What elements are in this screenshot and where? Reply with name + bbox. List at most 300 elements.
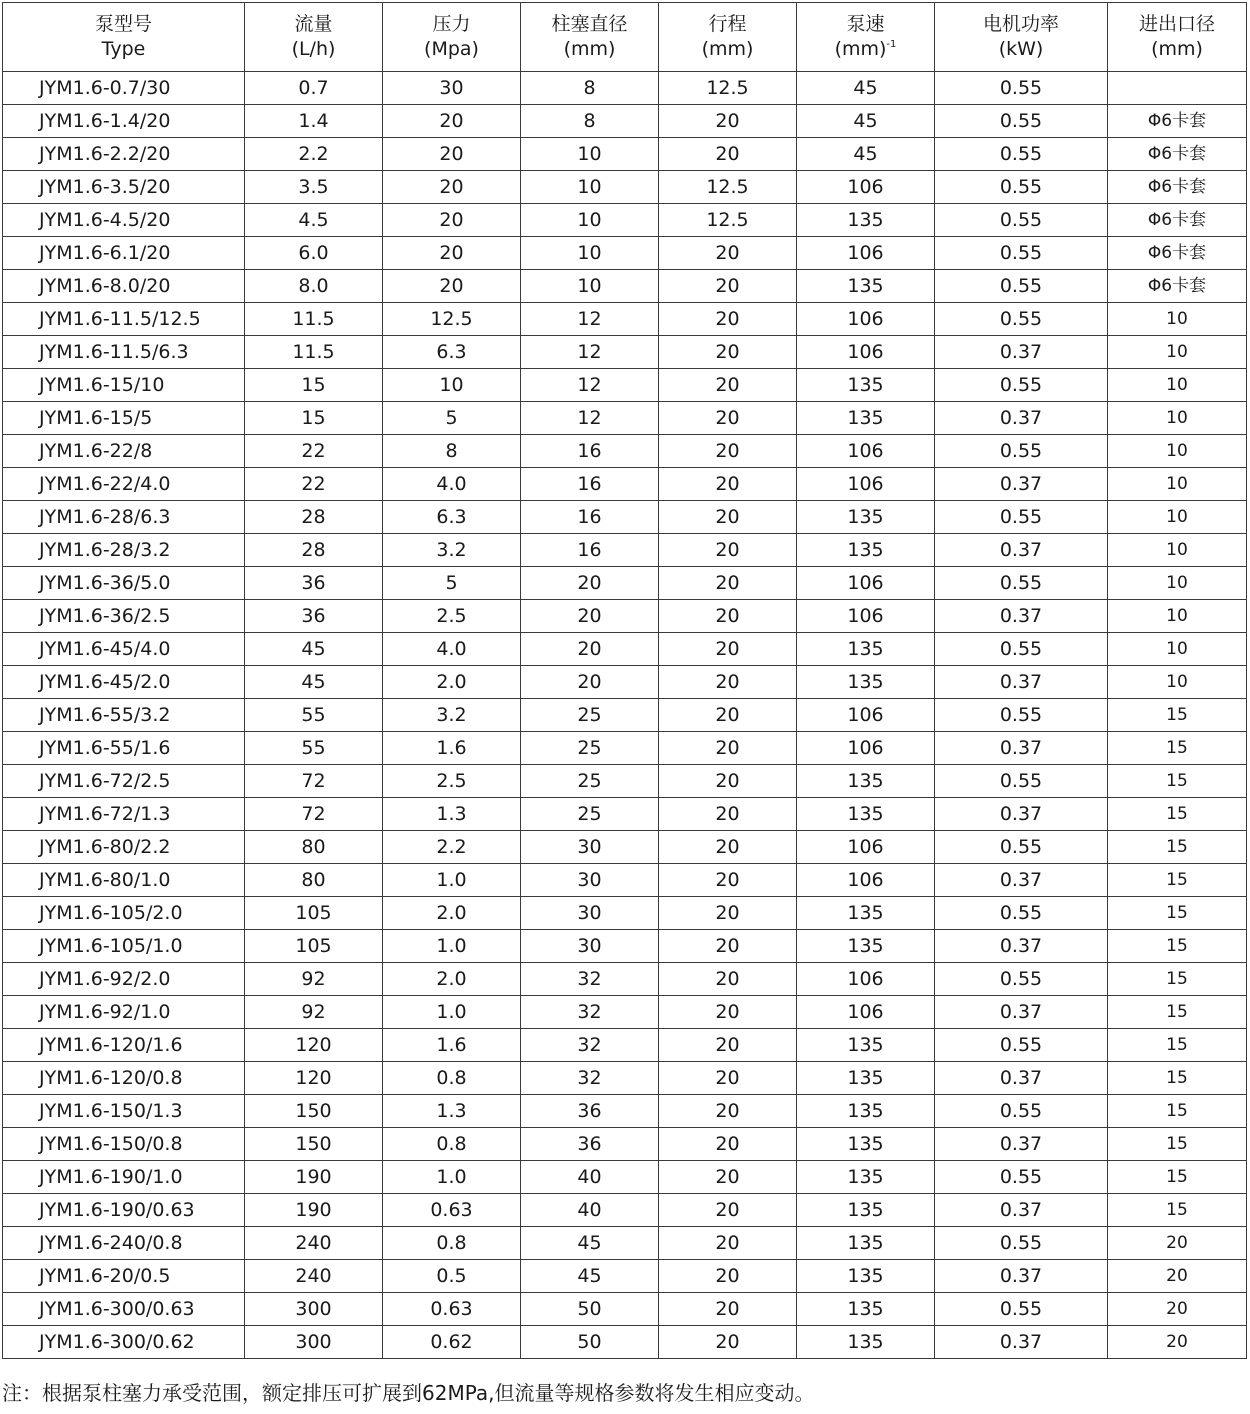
- cell-plunger-diameter: 12: [521, 402, 659, 435]
- cell-motor-power: 0.55: [935, 1293, 1108, 1326]
- cell-pump-speed: 135: [797, 1293, 935, 1326]
- cell-plunger-diameter: 45: [521, 1227, 659, 1260]
- cell-port-size: 10: [1108, 402, 1247, 435]
- cell-type: JYM1.6-36/5.0: [3, 567, 245, 600]
- cell-stroke: 20: [659, 1260, 797, 1293]
- cell-pressure: 30: [383, 72, 521, 105]
- cell-motor-power: 0.55: [935, 435, 1108, 468]
- cell-flow: 1.4: [245, 105, 383, 138]
- cell-stroke: 20: [659, 567, 797, 600]
- cell-port-size: 15: [1108, 765, 1247, 798]
- cell-plunger-diameter: 16: [521, 534, 659, 567]
- table-header: [3, 3, 1247, 72]
- cell-stroke: 20: [659, 765, 797, 798]
- cell-motor-power: 0.55: [935, 501, 1108, 534]
- cell-motor-power: 0.55: [935, 897, 1108, 930]
- cell-type: JYM1.6-22/4.0: [3, 468, 245, 501]
- cell-pump-speed: 135: [797, 765, 935, 798]
- table-row: [3, 501, 1247, 534]
- cell-flow: 190: [245, 1194, 383, 1227]
- table-body: [3, 72, 1247, 1359]
- cell-port-size: 10: [1108, 633, 1247, 666]
- table-row: [3, 1293, 1247, 1326]
- cell-type: JYM1.6-300/0.62: [3, 1326, 245, 1359]
- cell-pressure: 5: [383, 402, 521, 435]
- cell-pressure: 20: [383, 204, 521, 237]
- cell-pressure: 2.5: [383, 600, 521, 633]
- cell-type: JYM1.6-190/0.63: [3, 1194, 245, 1227]
- cell-type: JYM1.6-55/3.2: [3, 699, 245, 732]
- cell-port-size: Φ6卡套: [1108, 270, 1247, 303]
- cell-port-size: 15: [1108, 732, 1247, 765]
- footnote: 注：根据泵柱塞力承受范围，额定排压可扩展到62MPa,但流量等规格参数将发生相应变动。: [2, 1381, 815, 1405]
- table-row: [3, 138, 1247, 171]
- table-row: [3, 435, 1247, 468]
- cell-motor-power: 0.55: [935, 567, 1108, 600]
- table-row: [3, 897, 1247, 930]
- cell-plunger-diameter: 10: [521, 204, 659, 237]
- cell-flow: 72: [245, 765, 383, 798]
- cell-flow: 2.2: [245, 138, 383, 171]
- cell-pump-speed: 135: [797, 270, 935, 303]
- cell-pressure: 6.3: [383, 336, 521, 369]
- cell-flow: 105: [245, 897, 383, 930]
- cell-pump-speed: 135: [797, 402, 935, 435]
- cell-type: JYM1.6-92/1.0: [3, 996, 245, 1029]
- cell-motor-power: 0.37: [935, 666, 1108, 699]
- cell-pressure: 1.6: [383, 1029, 521, 1062]
- cell-plunger-diameter: 10: [521, 270, 659, 303]
- cell-flow: 190: [245, 1161, 383, 1194]
- cell-pump-speed: 135: [797, 1194, 935, 1227]
- cell-pressure: 0.8: [383, 1128, 521, 1161]
- cell-type: JYM1.6-55/1.6: [3, 732, 245, 765]
- cell-pressure: 1.3: [383, 798, 521, 831]
- cell-stroke: 12.5: [659, 171, 797, 204]
- cell-motor-power: 0.55: [935, 237, 1108, 270]
- header-label-zh: 行程: [708, 13, 747, 35]
- table-row: [3, 996, 1247, 1029]
- cell-stroke: 20: [659, 1293, 797, 1326]
- cell-type: JYM1.6-240/0.8: [3, 1227, 245, 1260]
- table-row: [3, 1095, 1247, 1128]
- cell-type: JYM1.6-8.0/20: [3, 270, 245, 303]
- cell-motor-power: 0.55: [935, 1161, 1108, 1194]
- cell-stroke: 20: [659, 270, 797, 303]
- cell-pump-speed: 135: [797, 1062, 935, 1095]
- cell-pump-speed: 135: [797, 1227, 935, 1260]
- cell-port-size: 10: [1108, 534, 1247, 567]
- cell-flow: 36: [245, 600, 383, 633]
- cell-pump-speed: 45: [797, 105, 935, 138]
- cell-pressure: 0.63: [383, 1194, 521, 1227]
- cell-flow: 300: [245, 1326, 383, 1359]
- cell-plunger-diameter: 40: [521, 1161, 659, 1194]
- cell-stroke: 20: [659, 1062, 797, 1095]
- cell-type: JYM1.6-0.7/30: [3, 72, 245, 105]
- cell-port-size: Φ6卡套: [1108, 171, 1247, 204]
- header-label-zh: 进出口径: [1138, 13, 1215, 35]
- header-row: [3, 3, 1247, 72]
- header-label-zh: 流量: [294, 13, 333, 35]
- cell-type: JYM1.6-150/0.8: [3, 1128, 245, 1161]
- cell-flow: 15: [245, 369, 383, 402]
- cell-stroke: 20: [659, 600, 797, 633]
- table-row: [3, 171, 1247, 204]
- cell-pressure: 0.62: [383, 1326, 521, 1359]
- cell-stroke: 20: [659, 930, 797, 963]
- cell-pump-speed: 106: [797, 171, 935, 204]
- header-label-zh: 泵型号: [94, 13, 152, 35]
- cell-pressure: 20: [383, 270, 521, 303]
- cell-motor-power: 0.55: [935, 369, 1108, 402]
- cell-stroke: 20: [659, 1029, 797, 1062]
- cell-pressure: 8: [383, 435, 521, 468]
- pump-spec-table: [2, 2, 1247, 1359]
- cell-motor-power: 0.55: [935, 303, 1108, 336]
- cell-pressure: 0.5: [383, 1260, 521, 1293]
- cell-pump-speed: 135: [797, 534, 935, 567]
- cell-pump-speed: 135: [797, 1326, 935, 1359]
- cell-type: JYM1.6-28/6.3: [3, 501, 245, 534]
- header-unit: (L/h): [291, 38, 336, 60]
- cell-type: JYM1.6-300/0.63: [3, 1293, 245, 1326]
- spec-sheet: [2, 2, 1246, 1359]
- cell-pressure: 0.63: [383, 1293, 521, 1326]
- cell-stroke: 20: [659, 1128, 797, 1161]
- cell-plunger-diameter: 20: [521, 600, 659, 633]
- cell-pump-speed: 135: [797, 1260, 935, 1293]
- cell-type: JYM1.6-3.5/20: [3, 171, 245, 204]
- cell-plunger-diameter: 32: [521, 963, 659, 996]
- table-row: [3, 930, 1247, 963]
- cell-plunger-diameter: 36: [521, 1128, 659, 1161]
- cell-pump-speed: 106: [797, 567, 935, 600]
- table-row: [3, 567, 1247, 600]
- header-stroke: [659, 3, 797, 72]
- cell-port-size: 15: [1108, 996, 1247, 1029]
- cell-motor-power: 0.37: [935, 864, 1108, 897]
- cell-port-size: 15: [1108, 897, 1247, 930]
- cell-flow: 55: [245, 732, 383, 765]
- cell-stroke: 20: [659, 699, 797, 732]
- cell-type: JYM1.6-4.5/20: [3, 204, 245, 237]
- cell-motor-power: 0.55: [935, 633, 1108, 666]
- cell-pressure: 10: [383, 369, 521, 402]
- header-plunger-diameter: [521, 3, 659, 72]
- cell-port-size: Φ6卡套: [1108, 204, 1247, 237]
- cell-stroke: 12.5: [659, 72, 797, 105]
- cell-flow: 300: [245, 1293, 383, 1326]
- cell-motor-power: 0.55: [935, 1029, 1108, 1062]
- cell-stroke: 20: [659, 996, 797, 1029]
- cell-flow: 240: [245, 1260, 383, 1293]
- cell-motor-power: 0.37: [935, 1062, 1108, 1095]
- cell-type: JYM1.6-22/8: [3, 435, 245, 468]
- cell-type: JYM1.6-190/1.0: [3, 1161, 245, 1194]
- table-row: [3, 369, 1247, 402]
- cell-pressure: 2.0: [383, 963, 521, 996]
- cell-stroke: 20: [659, 732, 797, 765]
- cell-stroke: 20: [659, 435, 797, 468]
- table-row: [3, 204, 1247, 237]
- cell-port-size: 20: [1108, 1260, 1247, 1293]
- header-unit: (mm): [834, 38, 887, 60]
- cell-plunger-diameter: 30: [521, 897, 659, 930]
- cell-stroke: 20: [659, 468, 797, 501]
- cell-stroke: 20: [659, 105, 797, 138]
- cell-stroke: 20: [659, 1227, 797, 1260]
- cell-pump-speed: 135: [797, 798, 935, 831]
- cell-port-size: 10: [1108, 369, 1247, 402]
- cell-type: JYM1.6-11.5/12.5: [3, 303, 245, 336]
- cell-type: JYM1.6-1.4/20: [3, 105, 245, 138]
- cell-flow: 36: [245, 567, 383, 600]
- cell-type: JYM1.6-6.1/20: [3, 237, 245, 270]
- cell-pump-speed: 106: [797, 864, 935, 897]
- cell-plunger-diameter: 30: [521, 930, 659, 963]
- header-label-zh: 柱塞直径: [551, 13, 628, 35]
- cell-stroke: 20: [659, 402, 797, 435]
- cell-motor-power: 0.37: [935, 468, 1108, 501]
- cell-type: JYM1.6-2.2/20: [3, 138, 245, 171]
- cell-plunger-diameter: 16: [521, 468, 659, 501]
- cell-motor-power: 0.37: [935, 996, 1108, 1029]
- cell-pressure: 20: [383, 138, 521, 171]
- cell-motor-power: 0.37: [935, 1128, 1108, 1161]
- cell-port-size: 20: [1108, 1227, 1247, 1260]
- cell-pressure: 0.8: [383, 1062, 521, 1095]
- cell-type: JYM1.6-72/1.3: [3, 798, 245, 831]
- cell-pump-speed: 106: [797, 963, 935, 996]
- table-row: [3, 732, 1247, 765]
- cell-stroke: 20: [659, 369, 797, 402]
- cell-port-size: 20: [1108, 1326, 1247, 1359]
- header-port-size: [1108, 3, 1247, 72]
- cell-plunger-diameter: 32: [521, 996, 659, 1029]
- cell-pump-speed: 45: [797, 72, 935, 105]
- table-row: [3, 468, 1247, 501]
- cell-plunger-diameter: 12: [521, 369, 659, 402]
- table-row: [3, 105, 1247, 138]
- cell-flow: 15: [245, 402, 383, 435]
- cell-port-size: 10: [1108, 435, 1247, 468]
- cell-type: JYM1.6-15/5: [3, 402, 245, 435]
- cell-pressure: 2.5: [383, 765, 521, 798]
- cell-motor-power: 0.37: [935, 1194, 1108, 1227]
- cell-plunger-diameter: 10: [521, 171, 659, 204]
- cell-pressure: 12.5: [383, 303, 521, 336]
- cell-port-size: 10: [1108, 336, 1247, 369]
- table-row: [3, 963, 1247, 996]
- cell-port-size: 10: [1108, 468, 1247, 501]
- cell-pump-speed: 135: [797, 666, 935, 699]
- cell-type: JYM1.6-105/1.0: [3, 930, 245, 963]
- cell-motor-power: 0.55: [935, 138, 1108, 171]
- cell-motor-power: 0.37: [935, 534, 1108, 567]
- header-motor-power: [935, 3, 1108, 72]
- cell-stroke: 20: [659, 864, 797, 897]
- cell-stroke: 20: [659, 1095, 797, 1128]
- cell-type: JYM1.6-45/4.0: [3, 633, 245, 666]
- table-row: [3, 303, 1247, 336]
- table-row: [3, 765, 1247, 798]
- cell-flow: 55: [245, 699, 383, 732]
- cell-port-size: 15: [1108, 1029, 1247, 1062]
- cell-plunger-diameter: 30: [521, 864, 659, 897]
- cell-motor-power: 0.37: [935, 1326, 1108, 1359]
- cell-pump-speed: 106: [797, 435, 935, 468]
- cell-motor-power: 0.37: [935, 798, 1108, 831]
- cell-plunger-diameter: 20: [521, 666, 659, 699]
- cell-motor-power: 0.55: [935, 1227, 1108, 1260]
- cell-plunger-diameter: 16: [521, 435, 659, 468]
- header-flow: [245, 3, 383, 72]
- table-row: [3, 402, 1247, 435]
- header-unit: (mm): [563, 38, 616, 60]
- cell-plunger-diameter: 20: [521, 633, 659, 666]
- cell-stroke: 20: [659, 303, 797, 336]
- cell-plunger-diameter: 10: [521, 138, 659, 171]
- cell-plunger-diameter: 25: [521, 732, 659, 765]
- cell-pressure: 1.0: [383, 930, 521, 963]
- cell-pressure: 3.2: [383, 534, 521, 567]
- header-unit: (mm): [701, 38, 754, 60]
- cell-plunger-diameter: 45: [521, 1260, 659, 1293]
- cell-pressure: 0.8: [383, 1227, 521, 1260]
- cell-type: JYM1.6-45/2.0: [3, 666, 245, 699]
- cell-type: JYM1.6-36/2.5: [3, 600, 245, 633]
- cell-stroke: 20: [659, 633, 797, 666]
- cell-port-size: 15: [1108, 1161, 1247, 1194]
- cell-flow: 4.5: [245, 204, 383, 237]
- cell-pressure: 5: [383, 567, 521, 600]
- cell-type: JYM1.6-80/1.0: [3, 864, 245, 897]
- cell-flow: 6.0: [245, 237, 383, 270]
- cell-pressure: 3.2: [383, 699, 521, 732]
- cell-pump-speed: 135: [797, 1029, 935, 1062]
- header-pump-speed: [797, 3, 935, 72]
- cell-stroke: 20: [659, 138, 797, 171]
- cell-plunger-diameter: 8: [521, 72, 659, 105]
- cell-flow: 8.0: [245, 270, 383, 303]
- cell-flow: 22: [245, 435, 383, 468]
- cell-pressure: 6.3: [383, 501, 521, 534]
- cell-pump-speed: 45: [797, 138, 935, 171]
- cell-plunger-diameter: 12: [521, 336, 659, 369]
- header-type: [3, 3, 245, 72]
- cell-pump-speed: 135: [797, 633, 935, 666]
- cell-pressure: 2.0: [383, 897, 521, 930]
- cell-stroke: 20: [659, 534, 797, 567]
- cell-plunger-diameter: 32: [521, 1062, 659, 1095]
- cell-pressure: 20: [383, 171, 521, 204]
- table-row: [3, 1062, 1247, 1095]
- cell-stroke: 20: [659, 336, 797, 369]
- cell-stroke: 20: [659, 897, 797, 930]
- cell-pump-speed: 135: [797, 1095, 935, 1128]
- cell-stroke: 20: [659, 963, 797, 996]
- table-row: [3, 600, 1247, 633]
- cell-pump-speed: 135: [797, 1128, 935, 1161]
- table-row: [3, 534, 1247, 567]
- cell-pressure: 1.0: [383, 864, 521, 897]
- table-row: [3, 1260, 1247, 1293]
- cell-motor-power: 0.55: [935, 699, 1108, 732]
- cell-plunger-diameter: 36: [521, 1095, 659, 1128]
- cell-port-size: [1108, 72, 1247, 105]
- cell-flow: 120: [245, 1029, 383, 1062]
- header-label-zh: 电机功率: [982, 13, 1059, 35]
- cell-port-size: 20: [1108, 1293, 1247, 1326]
- cell-stroke: 20: [659, 1194, 797, 1227]
- cell-motor-power: 0.37: [935, 1260, 1108, 1293]
- cell-plunger-diameter: 30: [521, 831, 659, 864]
- cell-port-size: 10: [1108, 501, 1247, 534]
- table-row: [3, 336, 1247, 369]
- cell-type: JYM1.6-20/0.5: [3, 1260, 245, 1293]
- cell-port-size: 15: [1108, 963, 1247, 996]
- table-row: [3, 1128, 1247, 1161]
- cell-type: JYM1.6-80/2.2: [3, 831, 245, 864]
- cell-pressure: 2.2: [383, 831, 521, 864]
- header-label-en: Type: [101, 38, 146, 60]
- cell-pressure: 4.0: [383, 633, 521, 666]
- cell-port-size: 10: [1108, 666, 1247, 699]
- cell-pump-speed: 106: [797, 468, 935, 501]
- cell-type: JYM1.6-11.5/6.3: [3, 336, 245, 369]
- cell-stroke: 20: [659, 1326, 797, 1359]
- cell-plunger-diameter: 12: [521, 303, 659, 336]
- table-row: [3, 1326, 1247, 1359]
- header-unit: (kW): [998, 38, 1044, 60]
- cell-port-size: 15: [1108, 864, 1247, 897]
- cell-pump-speed: 135: [797, 204, 935, 237]
- cell-type: JYM1.6-15/10: [3, 369, 245, 402]
- cell-pump-speed: 135: [797, 1161, 935, 1194]
- cell-flow: 22: [245, 468, 383, 501]
- cell-port-size: 10: [1108, 600, 1247, 633]
- cell-stroke: 20: [659, 237, 797, 270]
- cell-motor-power: 0.55: [935, 831, 1108, 864]
- cell-motor-power: 0.37: [935, 930, 1108, 963]
- cell-port-size: Φ6卡套: [1108, 138, 1247, 171]
- cell-pump-speed: 135: [797, 930, 935, 963]
- cell-motor-power: 0.37: [935, 732, 1108, 765]
- cell-type: JYM1.6-72/2.5: [3, 765, 245, 798]
- table-row: [3, 1227, 1247, 1260]
- cell-motor-power: 0.55: [935, 765, 1108, 798]
- cell-port-size: 15: [1108, 1128, 1247, 1161]
- cell-plunger-diameter: 20: [521, 567, 659, 600]
- cell-plunger-diameter: 32: [521, 1029, 659, 1062]
- cell-pressure: 20: [383, 105, 521, 138]
- cell-motor-power: 0.55: [935, 204, 1108, 237]
- cell-pump-speed: 106: [797, 237, 935, 270]
- cell-stroke: 20: [659, 501, 797, 534]
- cell-motor-power: 0.55: [935, 963, 1108, 996]
- cell-pressure: 4.0: [383, 468, 521, 501]
- cell-port-size: Φ6卡套: [1108, 105, 1247, 138]
- cell-flow: 28: [245, 534, 383, 567]
- cell-port-size: Φ6卡套: [1108, 237, 1247, 270]
- table-row: [3, 270, 1247, 303]
- header-unit: (mm): [1151, 38, 1203, 60]
- cell-plunger-diameter: 25: [521, 798, 659, 831]
- cell-motor-power: 0.55: [935, 105, 1108, 138]
- header-unit-superscript: -1: [886, 39, 897, 50]
- cell-flow: 11.5: [245, 336, 383, 369]
